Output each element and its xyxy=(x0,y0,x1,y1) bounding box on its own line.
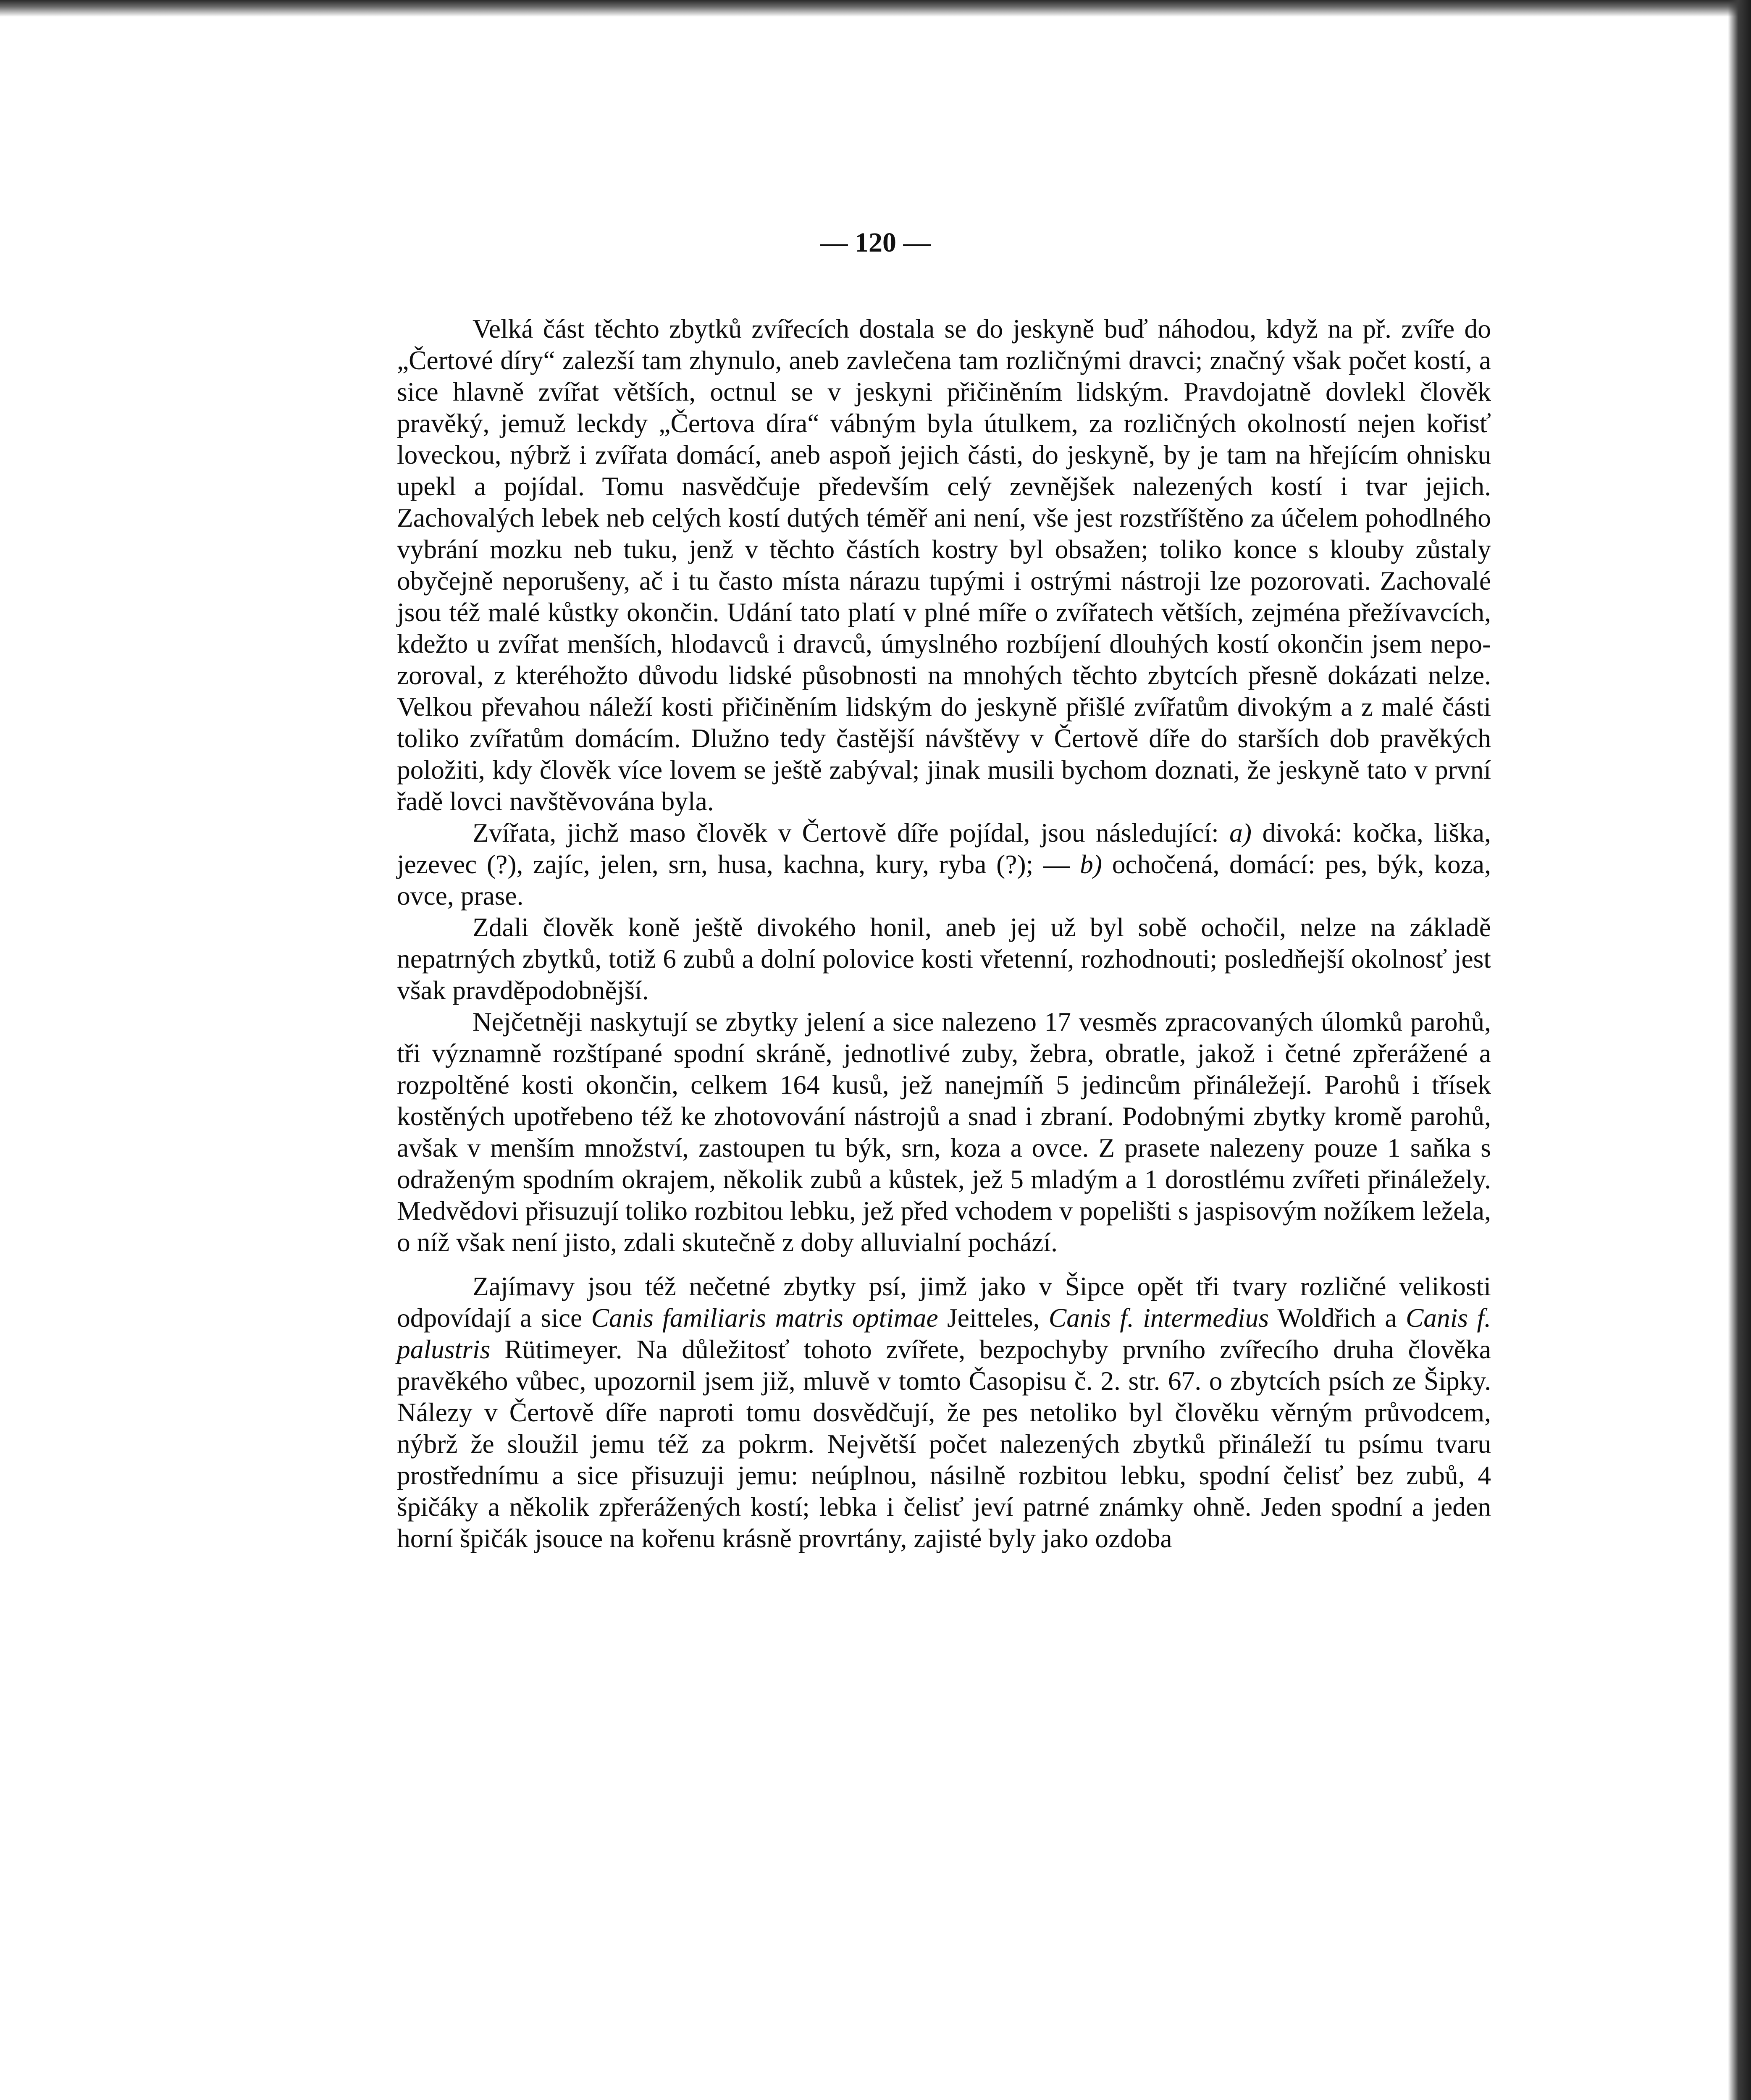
italic-text: Canis f. palustris xyxy=(397,1303,1491,1364)
page-number: — 120 — xyxy=(820,227,931,258)
paragraph xyxy=(397,1006,1491,1258)
italic-text: Canis familiaris matris optimae xyxy=(591,1303,938,1333)
text-run: Zdali člověk koně ještě divokého honil, aneb jej už byl sobě ochočil, nelze na základě nepatrných zbytků, totiž 6 zubů a dolní polovice kosti vřetenní, rozhodnouti; posledňejší okolnosť jest však pravděpodobnější. xyxy=(397,912,1491,1005)
text-run: ochočená, domácí: pes, býk, koza, ovce, prase. xyxy=(397,849,1491,911)
paragraph xyxy=(397,313,1491,817)
paragraph xyxy=(397,1270,1491,1554)
italic-text: Canis f. intermedius xyxy=(1048,1303,1269,1333)
text-run: Rütimeyer. Na důležitosť tohoto zvířete, bezpochyby prvního zvířecího druha člověka pravěkého vůbec, upozornil jsem již, mluvě v tomto Časopisu č. 2. str. 67. o zbytcích psích ze Šipky. Nálezy v Čertově díře naproti tomu dosvědčují, že pes netoliko byl člověku věrným průvodcem, nýbrž že sloužil jemu též za pokrm. Největší počet nalezených zbytků přináleží tu psímu tvaru prostřednímu a sice přisuzuji jemu: neúplnou, násilně rozbitou lebku, spodní čelisť bez zubů, 4 špičáky a několik zpřerážených kostí; lebka i čelisť jeví patrné známky ohně. Jeden spodní a jeden horní špičák jsouce na kořenu krásně provrtány, zajisté byly jako ozdoba xyxy=(397,1334,1491,1553)
text-run: Woldřich a xyxy=(1269,1303,1406,1333)
body-text xyxy=(397,313,1491,1554)
text-run: Nejčetněji naskytují se zbytky jelení a sice nalezeno 17 vesměs zpracovaných úlomků parohů, tři významně rozštípané spodní skráně, jednotlivé zuby, žebra, obratle, jakož i četné zpřerážené a rozpoltěné kosti okončin, celkem 164 kusů, jež nanejmíň 5 jedincům přináležejí. Parohů i třísek kostěných upotřebeno též ke zhotovování nástrojů a snad i zbraní. Podobnými zbytky kromě parohů, avšak v menším množství, zastoupen tu býk, srn, koza a ovce. Z prasete nalezeny pouze 1 saňka s odraženým spodním okrajem, několik zubů a kůstek, jež 5 mladým a 1 dorostlému zvířeti přináležely. Medvědovi přisuzují toliko rozbitou lebku, jež před vchodem v popelišti s jaspisovým nožíkem ležela, o níž však není jisto, zdali skutečně z doby alluvialní pochází. xyxy=(397,1007,1491,1257)
text-run: Jeitteles, xyxy=(938,1303,1049,1333)
scan-edge-top xyxy=(0,0,1751,17)
paragraph xyxy=(397,911,1491,1006)
text-run: Zvířata, jichž maso člověk v Čertově díře pojídal, jsou následující: xyxy=(473,818,1230,848)
text-run: divoká: kočka, liška, jezevec (?), zajíc, jelen, srn, husa, kachna, kury, ryba (?); — xyxy=(397,818,1491,879)
text-run: Zajímavy jsou též nečetné zbytky psí, jimž jako v Šipce opět tři tvary rozličné velikosti odpovídají a sice xyxy=(397,1271,1491,1333)
text-run: Velká část těchto zbytků zvířecích dostala se do jeskyně buď náhodou, když na př. zvíře do „Čertové díry“ zalezší tam zhynulo, aneb zavlečena tam rozličnými dravci; značný však počet kostí, a sice hlavně zvířat větších, octnul se v jeskyni přičiněním lidským. Pravdojatně dovlekl člověk pravěký, jemuž leckdy „Čertova díra“ vábným byla útulkem, za rozličných okolností nejen kořisť loveckou, nýbrž i zvířata domácí, aneb aspoň jejich části, do jeskyně, by je tam na hřejícím ohnisku upekl a pojídal. Tomu nasvědčuje především celý zevnějšek nalezených kostí i tvar jejich. Zachovalých lebek neb celých kostí dutých téměř ani není, vše jest rozstříštěno za účelem pohodlného vybrání mozku neb tuku, jenž v těchto částích kostry byl obsažen; toliko konce s klouby zůstaly obyčejně neporušeny, ač i tu často místa nárazu tupými i ostrými nástroji lze pozorovati. Zachovalé jsou též malé kůstky okončin. Udání tato platí v plné míře o zvířatech větších, zejména přežívavcích, kdežto u zvířat menších, hlodavců i dravců, úmyslného rozbíjení dlouhých kostí okončin jsem nepozoroval, z kteréhožto důvodu lidské působnosti na mnohých těchto zbytcích přesně dokázati nelze. Velkou převahou náleží kosti přičiněním lidským do jeskyně přišlé zvířatům divokým a z malé části toliko zvířatům domácím. Dlužno tedy častější návštěvy v Čertově díře do starších dob pravěkých položiti, kdy člověk více lovem se ještě zabýval; jinak musili bychom doznati, že jeskyně tato v první řadě lovci navštěvována byla. xyxy=(397,314,1491,816)
italic-text: a) xyxy=(1229,818,1252,848)
paragraph xyxy=(397,817,1491,911)
italic-text: b) xyxy=(1080,849,1103,879)
scan-edge-right xyxy=(1728,0,1751,2100)
